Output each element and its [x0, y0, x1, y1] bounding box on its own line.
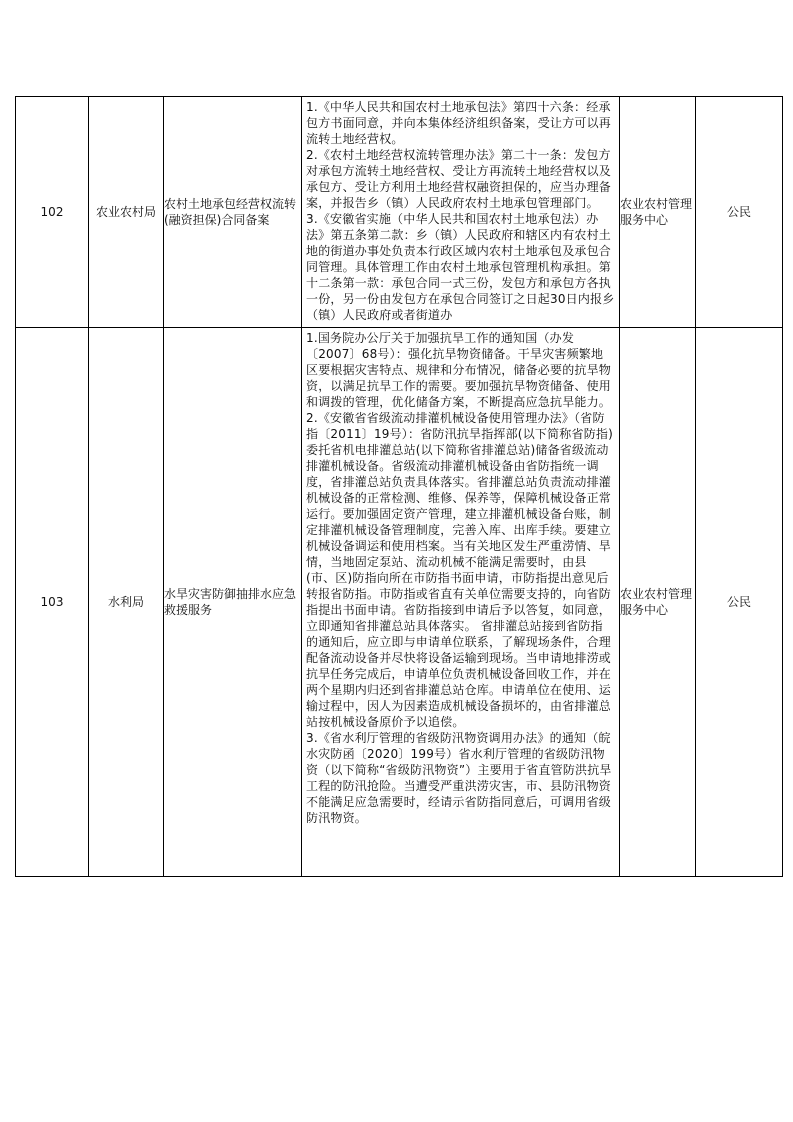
legal-basis-clause: 3.《省水利厅管理的省级防汛物资调用办法》的通知（皖水灾防函〔2020〕199号）省水利厅管理的省级防汛物资（以下简称“省级防汛物资”）主要用于省直管防洪抗旱工程的防汛抢险。当遭受严重洪涝灾害，市、县防汛物资不能满足应急需要时，经请示省防指同意后，可调用省级防汛物资。 [306, 731, 612, 825]
table-row [16, 328, 783, 877]
service-item-cell: 农村土地承包经营权流转(融资担保)合同备案 [164, 97, 302, 328]
implementing-org-cell: 农业农村管理服务中心 [620, 97, 696, 328]
service-item-cell: 水旱灾害防御抽排水应急救援服务 [164, 328, 302, 877]
service-object-cell: 公民 [696, 328, 783, 877]
table-row [16, 97, 783, 328]
row-number: 102 [16, 97, 89, 328]
legal-basis-clause: 1.《中华人民共和国农村土地承包法》第四十六条：经承包方书面同意，并向本集体经济组织备案，受让方可以再流转土地经营权。 [306, 100, 612, 146]
service-table [15, 96, 783, 877]
legal-basis-clause: 3.《安徽省实施（中华人民共和国农村土地承包法）办法》第五条第二款：乡（镇）人民政府和辖区内有农村土地的街道办事处负责本行政区域内农村土地承包及承包合同管理。具体管理工作由农村土地承包管理机构承担。第十二条第一款：承包合同一式三份，发包方和承包方各执一份，另一份由发包方在承包合同签订之日起30日内报乡（镇）人民政府或者街道办 [306, 212, 615, 322]
legal-basis-cell [302, 97, 620, 328]
legal-basis-clause: 2.《农村土地经营权流转管理办法》第二十一条：发包方对承包方流转土地经营权、受让方再流转土地经营权以及承包方、受让方利用土地经营权融资担保的，应当办理备案，并报告乡（镇）人民政府农村土地承包管理部门。 [306, 148, 612, 210]
service-object-cell: 公民 [696, 97, 783, 328]
department-cell: 农业农村局 [89, 97, 164, 328]
legal-basis-cell [302, 328, 620, 877]
row-number: 103 [16, 328, 89, 877]
department-cell: 水利局 [89, 328, 164, 877]
implementing-org-cell: 农业农村管理服务中心 [620, 328, 696, 877]
legal-basis-clause: 1.国务院办公厅关于加强抗旱工作的通知国（办发〔2007〕68号）：强化抗旱物资储备。干旱灾害频繁地区要根据灾害特点、规律和分布情况，储备必要的抗旱物资，以满足抗旱工作的需要。要加强抗旱物资储备、使用和调拨的管理，优化储备方案，不断提高应急抗旱能力。 [306, 331, 612, 409]
legal-basis-clause: 2.《安徽省省级流动排灌机械设备使用管理办法》（省防指〔2011〕19号）：省防汛抗旱指挥部(以下简称省防指)委托省机电排灌总站(以下简称省排灌总站)储备省级流动排灌机械设备。省级流动排灌机械设备由省防指统一调度，省排灌总站负责具体落实。省排灌总站负责流动排灌机械设备的正常检测、维修、保养等，保障机械设备正常运行。要加强固定资产管理，建立排灌机械设备台账，制定排灌机械设备管理制度，完善入库、出库手续。要建立机械设备调运和使用档案。当有关地区发生严重涝情、旱情，当地固定泵站、流动机械不能满足需要时，由县(市、区)防指向所在市防指书面申请，市防指提出意见后转报省防指。市防指或省直有关单位需要支持的，向省防指提出书面申请。省防指接到申请后予以答复，如同意，立即通知省排灌总站具体落实。 省排灌总站接到省防指的通知后，应立即与申请单位联系，了解现场条件，合理配备流动设备并尽快将设备运输到现场。当申请地排涝或抗旱任务完成后，申请单位负责机械设备回收工作，并在两个星期内归还到省排灌总站仓库。申请单位在使用、运输过程中，因人为因素造成机械设备损坏的，由省排灌总站按机械设备原价予以追偿。 [306, 411, 613, 729]
